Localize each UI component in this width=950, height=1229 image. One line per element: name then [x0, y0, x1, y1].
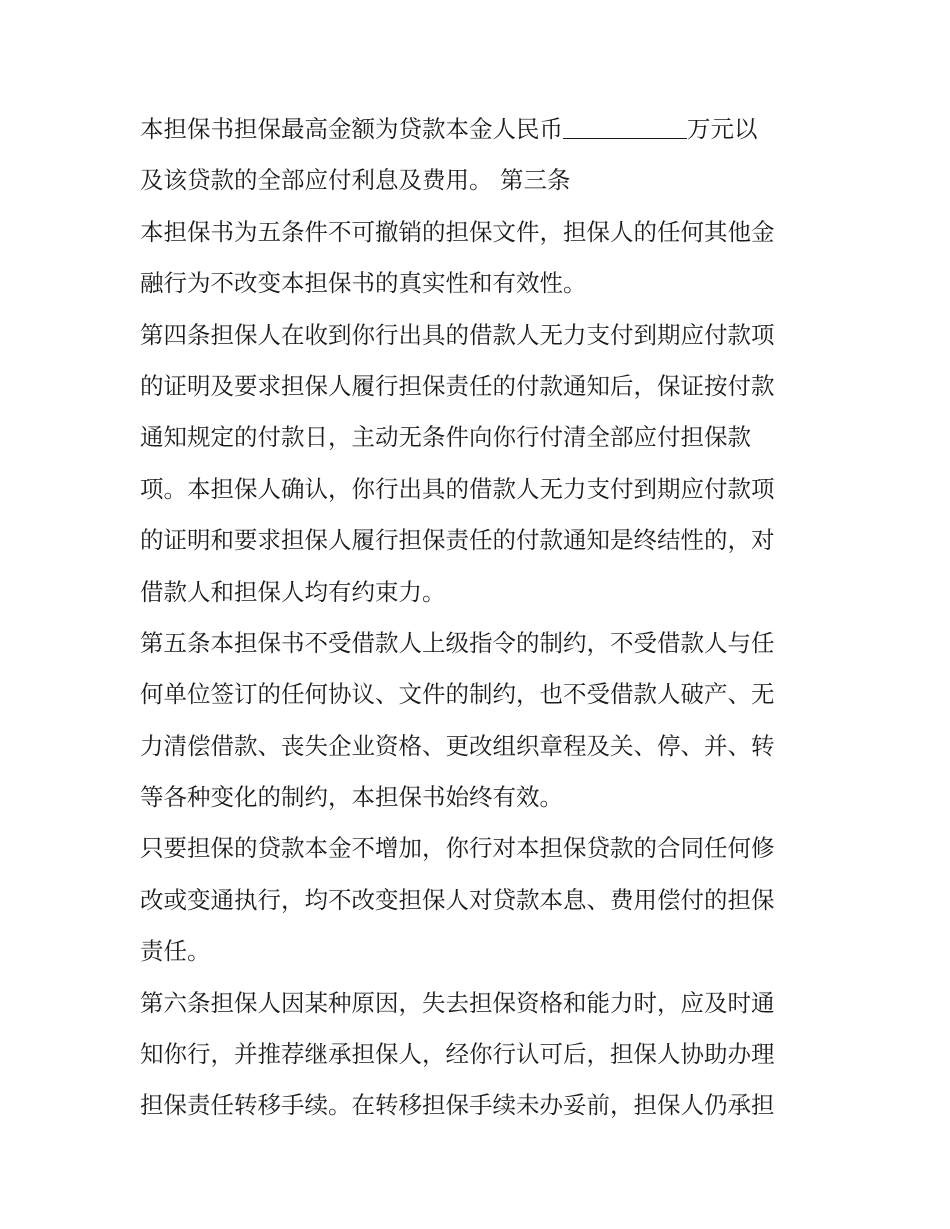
text-line: 项。本担保人确认，你行出具的借款人无力支付到期应付款项 — [140, 474, 775, 503]
text-line — [140, 104, 820, 155]
text-line: 只要担保的贷款本金不增加，你行对本担保贷款的合同任何修 — [140, 834, 775, 863]
text-line: 改或变通执行，均不改变担保人对贷款本息、费用偿付的担保 — [140, 885, 775, 914]
text-segment: 万元以 — [687, 115, 758, 143]
text-line: 第四条担保人在收到你行出具的借款人无力支付到期应付款项 — [140, 320, 775, 349]
text-line: 通知规定的付款日，主动无条件向你行付清全部应付担保款 — [140, 423, 751, 452]
text-line: 知你行，并推荐继承担保人，经你行认可后，担保人协助办理 — [140, 1040, 775, 1069]
text-line: 的证明和要求担保人履行担保责任的付款通知是终结性的，对 — [140, 526, 775, 555]
document-body — [140, 104, 820, 1132]
text-line: 第六条担保人因某种原因，失去担保资格和能力时，应及时通 — [140, 988, 775, 1017]
text-line: 借款人和担保人均有约束力。 — [140, 577, 446, 606]
text-line: 担保责任转移手续。在转移担保手续未办妥前，担保人仍承担 — [140, 1091, 775, 1120]
text-line: 第五条本担保书不受借款人上级指令的制约，不受借款人与任 — [140, 628, 775, 657]
text-line: 本担保书为五条件不可撤销的担保文件，担保人的任何其他金 — [140, 217, 775, 246]
text-line: 力清偿借款、丧失企业资格、更改组织章程及关、停、并、转 — [140, 731, 775, 760]
text-line: 等各种变化的制约，本担保书始终有效。 — [140, 783, 563, 812]
amount-blank-field — [563, 116, 687, 139]
text-line: 及该贷款的全部应付利息及费用。 第三条 — [140, 166, 571, 195]
text-line: 融行为不改变本担保书的真实性和有效性。 — [140, 269, 587, 298]
text-line: 责任。 — [140, 937, 211, 966]
text-line: 的证明及要求担保人履行担保责任的付款通知后，保证按付款 — [140, 371, 775, 400]
text-segment: 本担保书担保最高金额为贷款本金人民币 — [140, 115, 563, 143]
text-line: 何单位签订的任何协议、文件的制约，也不受借款人破产、无 — [140, 680, 775, 709]
